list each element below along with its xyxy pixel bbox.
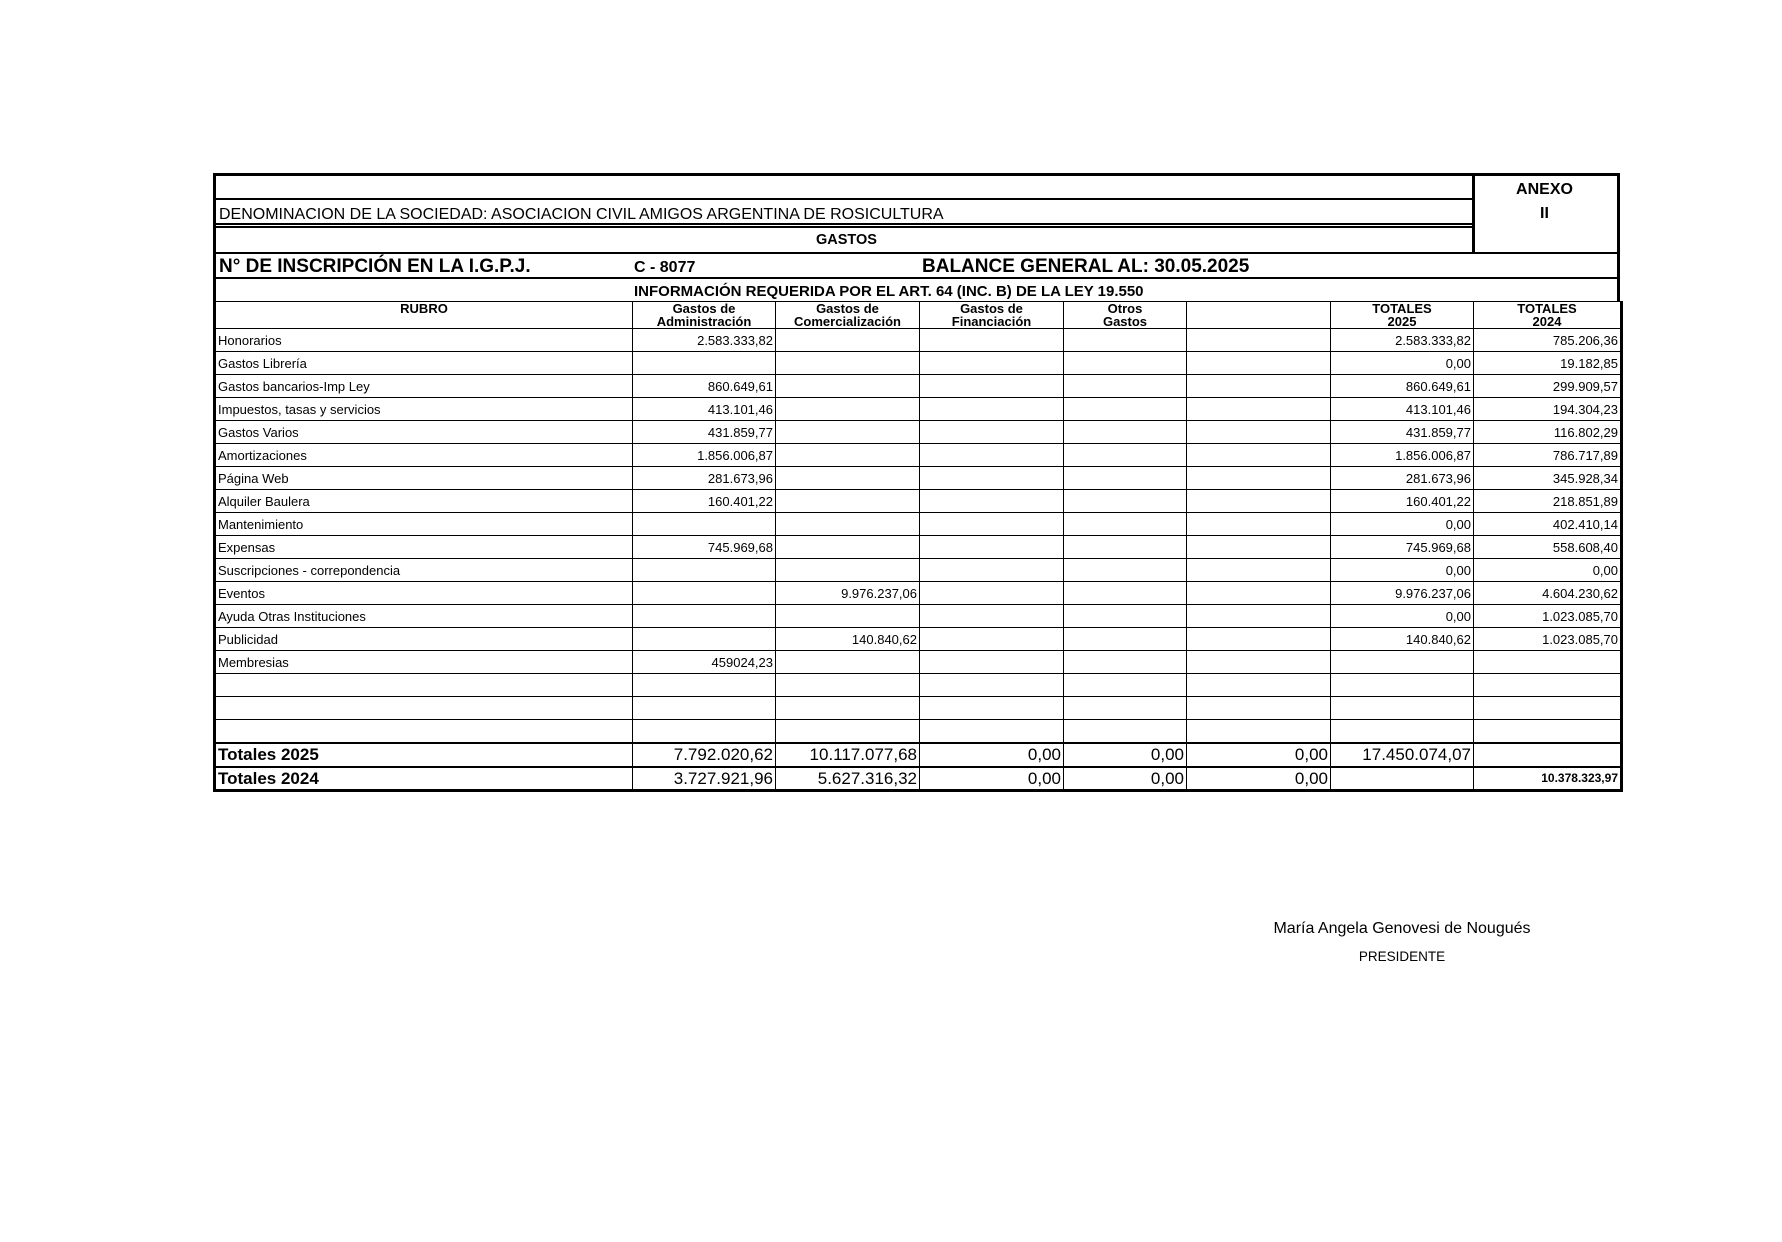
comerc-cell: [776, 421, 920, 444]
rubro-cell: Gastos bancarios-Imp Ley: [215, 375, 633, 398]
balance-date: BALANCE GENERAL AL: 30.05.2025: [922, 256, 1250, 277]
admin-cell: 459024,23: [633, 651, 776, 674]
total-comerc-cell: 5.627.316,32: [776, 767, 920, 791]
tot2024-cell: 402.410,14: [1474, 513, 1622, 536]
tot2024-cell: 345.928,34: [1474, 467, 1622, 490]
col-rubro: RUBRO: [215, 302, 633, 329]
admin-cell: [633, 582, 776, 605]
tot2025-cell: 431.859,77: [1331, 421, 1474, 444]
total-tot2024-cell: [1474, 743, 1622, 767]
divider: [216, 223, 1472, 225]
signature-name: María Angela Genovesi de Nougués: [1273, 920, 1531, 937]
rubro-cell: Amortizaciones: [215, 444, 633, 467]
blank-cell: [1187, 720, 1331, 743]
financ-cell: [920, 605, 1064, 628]
comerc-cell: [776, 490, 920, 513]
comerc-cell: [776, 605, 920, 628]
otros-cell: [1064, 605, 1187, 628]
table-row: [215, 375, 1622, 398]
table-row: [215, 697, 1622, 720]
tot2024-cell: [1474, 674, 1622, 697]
comerc-cell: [776, 444, 920, 467]
col-tot2024: TOTALES 2024: [1474, 302, 1622, 329]
tot2024-cell: 218.851,89: [1474, 490, 1622, 513]
admin-cell: [633, 628, 776, 651]
tot2024-cell: 19.182,85: [1474, 352, 1622, 375]
otros-cell: [1064, 582, 1187, 605]
comerc-cell: [776, 375, 920, 398]
otros-cell: [1064, 490, 1187, 513]
divider: [216, 226, 1472, 228]
col-tot2025: TOTALES 2025: [1331, 302, 1474, 329]
admin-cell: 160.401,22: [633, 490, 776, 513]
rubro-cell: Membresias: [215, 651, 633, 674]
rubro-cell: Página Web: [215, 467, 633, 490]
table-row: [215, 720, 1622, 743]
comerc-cell: [776, 536, 920, 559]
tot2025-cell: [1331, 674, 1474, 697]
financ-cell: [920, 582, 1064, 605]
table-row: [215, 559, 1622, 582]
comerc-cell: [776, 398, 920, 421]
blank-cell: [1187, 421, 1331, 444]
otros-cell: [1064, 329, 1187, 352]
table-row: [215, 329, 1622, 352]
inscripcion-value: C - 8077: [634, 259, 696, 276]
comerc-cell: [776, 467, 920, 490]
comerc-cell: [776, 513, 920, 536]
financ-cell: [920, 444, 1064, 467]
rubro-cell: Suscripciones - correpondencia: [215, 559, 633, 582]
comerc-cell: [776, 674, 920, 697]
rubro-cell: Publicidad: [215, 628, 633, 651]
otros-cell: [1064, 398, 1187, 421]
financ-cell: [920, 697, 1064, 720]
financ-cell: [920, 674, 1064, 697]
admin-cell: 431.859,77: [633, 421, 776, 444]
rubro-cell: Impuestos, tasas y servicios: [215, 398, 633, 421]
col-blank: [1187, 302, 1331, 329]
total-admin-cell: 7.792.020,62: [633, 743, 776, 767]
admin-cell: 281.673,96: [633, 467, 776, 490]
comerc-cell: [776, 329, 920, 352]
col-admin: Gastos de Administración: [633, 302, 776, 329]
tot2024-cell: [1474, 651, 1622, 674]
totals-row: [215, 767, 1622, 791]
rubro-cell: [215, 720, 633, 743]
table-row: [215, 513, 1622, 536]
admin-cell: [633, 559, 776, 582]
otros-cell: [1064, 352, 1187, 375]
comerc-cell: [776, 651, 920, 674]
tot2024-cell: 1.023.085,70: [1474, 628, 1622, 651]
admin-cell: [633, 513, 776, 536]
tot2025-cell: 140.840,62: [1331, 628, 1474, 651]
total-tot2025-cell: 17.450.074,07: [1331, 743, 1474, 767]
column-header-row: [215, 302, 1622, 329]
tot2024-cell: 194.304,23: [1474, 398, 1622, 421]
admin-cell: [633, 674, 776, 697]
admin-cell: [633, 352, 776, 375]
totals-row: [215, 743, 1622, 767]
table-row: [215, 628, 1622, 651]
tot2025-cell: 745.969,68: [1331, 536, 1474, 559]
table-row: [215, 651, 1622, 674]
inscripcion-label: N° DE INSCRIPCIÓN EN LA I.G.P.J.: [219, 256, 531, 277]
blank-cell: [1187, 628, 1331, 651]
admin-cell: 413.101,46: [633, 398, 776, 421]
blank-cell: [1187, 582, 1331, 605]
total-financ-cell: 0,00: [920, 767, 1064, 791]
tot2024-cell: [1474, 720, 1622, 743]
tot2024-cell: 1.023.085,70: [1474, 605, 1622, 628]
financ-cell: [920, 352, 1064, 375]
blank-cell: [1187, 329, 1331, 352]
financ-cell: [920, 513, 1064, 536]
total-tot2024-cell: 10.378.323,97: [1474, 767, 1622, 791]
informacion-requerida: INFORMACIÓN REQUERIDA POR EL ART. 64 (INC. B) DE LA LEY 19.550: [634, 283, 1144, 300]
blank-cell: [1187, 490, 1331, 513]
blank-cell: [1187, 674, 1331, 697]
otros-cell: [1064, 467, 1187, 490]
otros-cell: [1064, 697, 1187, 720]
otros-cell: [1064, 720, 1187, 743]
anexo-label: ANEXO: [1516, 181, 1573, 198]
table-row: [215, 536, 1622, 559]
financ-cell: [920, 398, 1064, 421]
tot2025-cell: [1331, 697, 1474, 720]
blank-cell: [1187, 513, 1331, 536]
rubro-cell: [215, 697, 633, 720]
otros-cell: [1064, 651, 1187, 674]
table-row: [215, 467, 1622, 490]
admin-cell: 1.856.006,87: [633, 444, 776, 467]
financ-cell: [920, 329, 1064, 352]
divider: [216, 252, 1617, 254]
tot2024-cell: 785.206,36: [1474, 329, 1622, 352]
rubro-cell: Expensas: [215, 536, 633, 559]
comerc-cell: 140.840,62: [776, 628, 920, 651]
tot2025-cell: 413.101,46: [1331, 398, 1474, 421]
comerc-cell: [776, 697, 920, 720]
total-otros-cell: 0,00: [1064, 767, 1187, 791]
otros-cell: [1064, 559, 1187, 582]
admin-cell: 745.969,68: [633, 536, 776, 559]
total-comerc-cell: 10.117.077,68: [776, 743, 920, 767]
table-row: [215, 398, 1622, 421]
otros-cell: [1064, 536, 1187, 559]
admin-cell: 860.649,61: [633, 375, 776, 398]
total-otros-cell: 0,00: [1064, 743, 1187, 767]
tot2024-cell: 786.717,89: [1474, 444, 1622, 467]
tot2025-cell: 160.401,22: [1331, 490, 1474, 513]
tot2025-cell: 0,00: [1331, 605, 1474, 628]
tot2025-cell: 2.583.333,82: [1331, 329, 1474, 352]
comerc-cell: [776, 352, 920, 375]
financ-cell: [920, 720, 1064, 743]
financ-cell: [920, 536, 1064, 559]
table-row: [215, 582, 1622, 605]
tot2025-cell: 0,00: [1331, 352, 1474, 375]
tot2024-cell: 558.608,40: [1474, 536, 1622, 559]
admin-cell: 2.583.333,82: [633, 329, 776, 352]
total-blank-cell: 0,00: [1187, 767, 1331, 791]
annex-sheet: [213, 173, 1620, 792]
divider: [216, 198, 1472, 200]
admin-cell: [633, 720, 776, 743]
section-title: GASTOS: [816, 232, 877, 248]
rubro-cell: Ayuda Otras Instituciones: [215, 605, 633, 628]
rubro-cell: Gastos Librería: [215, 352, 633, 375]
blank-cell: [1187, 398, 1331, 421]
financ-cell: [920, 421, 1064, 444]
blank-cell: [1187, 444, 1331, 467]
rubro-cell: [215, 674, 633, 697]
blank-cell: [1187, 651, 1331, 674]
otros-cell: [1064, 444, 1187, 467]
admin-cell: [633, 697, 776, 720]
total-label-cell: Totales 2024: [215, 767, 633, 791]
financ-cell: [920, 559, 1064, 582]
financ-cell: [920, 375, 1064, 398]
blank-cell: [1187, 559, 1331, 582]
blank-cell: [1187, 697, 1331, 720]
admin-cell: [633, 605, 776, 628]
blank-cell: [1187, 536, 1331, 559]
tot2025-cell: 860.649,61: [1331, 375, 1474, 398]
blank-cell: [1187, 375, 1331, 398]
tot2024-cell: 0,00: [1474, 559, 1622, 582]
tot2025-cell: 9.976.237,06: [1331, 582, 1474, 605]
tot2025-cell: 0,00: [1331, 559, 1474, 582]
blank-cell: [1187, 605, 1331, 628]
comerc-cell: [776, 720, 920, 743]
anexo-number: II: [1540, 205, 1549, 222]
financ-cell: [920, 467, 1064, 490]
table-row: [215, 421, 1622, 444]
otros-cell: [1064, 375, 1187, 398]
tot2025-cell: 1.856.006,87: [1331, 444, 1474, 467]
tot2025-cell: 281.673,96: [1331, 467, 1474, 490]
total-admin-cell: 3.727.921,96: [633, 767, 776, 791]
tot2024-cell: 116.802,29: [1474, 421, 1622, 444]
tot2024-cell: [1474, 697, 1622, 720]
rubro-cell: Honorarios: [215, 329, 633, 352]
col-financ: Gastos de Financiación: [920, 302, 1064, 329]
financ-cell: [920, 628, 1064, 651]
tot2024-cell: 299.909,57: [1474, 375, 1622, 398]
annex-header: [213, 173, 1620, 301]
table-row: [215, 605, 1622, 628]
rubro-cell: Mantenimiento: [215, 513, 633, 536]
tot2025-cell: [1331, 720, 1474, 743]
total-tot2025-cell: [1331, 767, 1474, 791]
comerc-cell: [776, 559, 920, 582]
col-comerc: Gastos de Comercialización: [776, 302, 920, 329]
table-row: [215, 674, 1622, 697]
total-blank-cell: 0,00: [1187, 743, 1331, 767]
otros-cell: [1064, 513, 1187, 536]
rubro-cell: Eventos: [215, 582, 633, 605]
table-row: [215, 490, 1622, 513]
blank-cell: [1187, 352, 1331, 375]
rubro-cell: Gastos Varios: [215, 421, 633, 444]
comerc-cell: 9.976.237,06: [776, 582, 920, 605]
tot2025-cell: 0,00: [1331, 513, 1474, 536]
divider: [216, 277, 1617, 279]
tot2025-cell: [1331, 651, 1474, 674]
otros-cell: [1064, 628, 1187, 651]
otros-cell: [1064, 421, 1187, 444]
denominacion: DENOMINACION DE LA SOCIEDAD: ASOCIACION CIVIL AMIGOS ARGENTINA DE ROSICULTURA: [219, 206, 944, 223]
table-row: [215, 444, 1622, 467]
blank-cell: [1187, 467, 1331, 490]
tot2024-cell: 4.604.230,62: [1474, 582, 1622, 605]
col-otros: Otros Gastos: [1064, 302, 1187, 329]
rubro-cell: Alquiler Baulera: [215, 490, 633, 513]
gastos-table: [213, 301, 1623, 792]
total-financ-cell: 0,00: [920, 743, 1064, 767]
financ-cell: [920, 651, 1064, 674]
table-row: [215, 352, 1622, 375]
otros-cell: [1064, 674, 1187, 697]
financ-cell: [920, 490, 1064, 513]
total-label-cell: Totales 2025: [215, 743, 633, 767]
signature-title: PRESIDENTE: [1358, 949, 1446, 964]
